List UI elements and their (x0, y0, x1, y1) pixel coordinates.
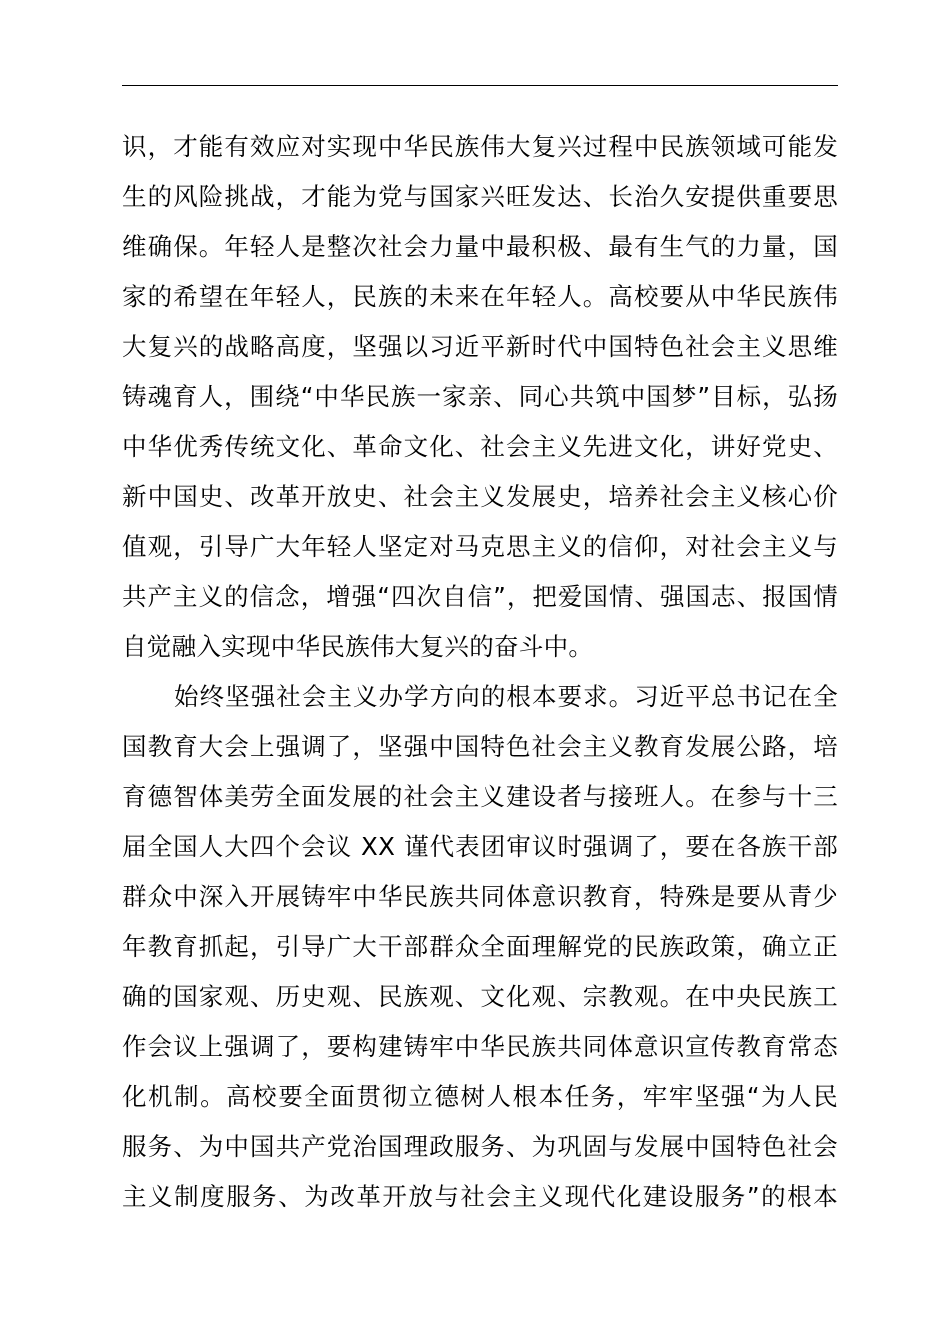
text-line: 化机制。高校要全面贯彻立德树人根本任务，牢牢坚强“为人民 (122, 1082, 838, 1111)
header-rule (122, 85, 838, 86)
text-line: 生的风险挑战，才能为党与国家兴旺发达、长治久安提供重要思 (122, 182, 838, 211)
text-line: 作会议上强调了，要构建铸牢中华民族共同体意识宣传教育常态 (122, 1032, 838, 1061)
text-line: 确的国家观、历史观、民族观、文化观、宗教观。在中央民族工 (122, 982, 838, 1011)
text-line: 中华优秀传统文化、革命文化、社会主义先进文化，讲好党史、 (122, 432, 838, 461)
text-line: 维确保。年轻人是整次社会力量中最积极、最有生气的力量，国 (122, 232, 838, 261)
text-line: 届全国人大四个会议 XX 谨代表团审议时强调了，要在各族干部 (122, 832, 838, 861)
text-line: 新中国史、改革开放史、社会主义发展史，培养社会主义核心价 (122, 482, 838, 511)
text-line: 铸魂育人，围绕“中华民族一家亲、同心共筑中国梦”目标，弘扬 (122, 382, 838, 411)
text-line: 大复兴的战略高度，坚强以习近平新时代中国特色社会主义思维 (122, 332, 838, 361)
text-line: 年教育抓起，引导广大干部群众全面理解党的民族政策，确立正 (122, 932, 838, 961)
text-line: 群众中深入开展铸牢中华民族共同体意识教育，特殊是要从青少 (122, 882, 838, 911)
text-line: 识，才能有效应对实现中华民族伟大复兴过程中民族领域可能发 (122, 132, 838, 161)
text-line: 育德智体美劳全面发展的社会主义建设者与接班人。在参与十三 (122, 782, 838, 811)
text-line: 自觉融入实现中华民族伟大复兴的奋斗中。 (122, 632, 594, 661)
text-line: 家的希望在年轻人，民族的未来在年轻人。高校要从中华民族伟 (122, 282, 838, 311)
text-line: 始终坚强社会主义办学方向的根本要求。习近平总书记在全 (174, 682, 838, 711)
text-line: 服务、为中国共产党治国理政服务、为巩固与发展中国特色社会 (122, 1132, 838, 1161)
document-body (122, 122, 838, 1222)
text-line: 主义制度服务、为改革开放与社会主义现代化建设服务”的根本 (122, 1182, 838, 1211)
paragraph-2 (122, 672, 838, 1222)
paragraph-1 (122, 122, 838, 672)
text-line: 值观，引导广大年轻人坚定对马克思主义的信仰，对社会主义与 (122, 532, 838, 561)
text-line: 国教育大会上强调了，坚强中国特色社会主义教育发展公路，培 (122, 732, 838, 761)
text-line: 共产主义的信念，增强“四次自信”，把爱国情、强国志、报国情 (122, 582, 838, 611)
